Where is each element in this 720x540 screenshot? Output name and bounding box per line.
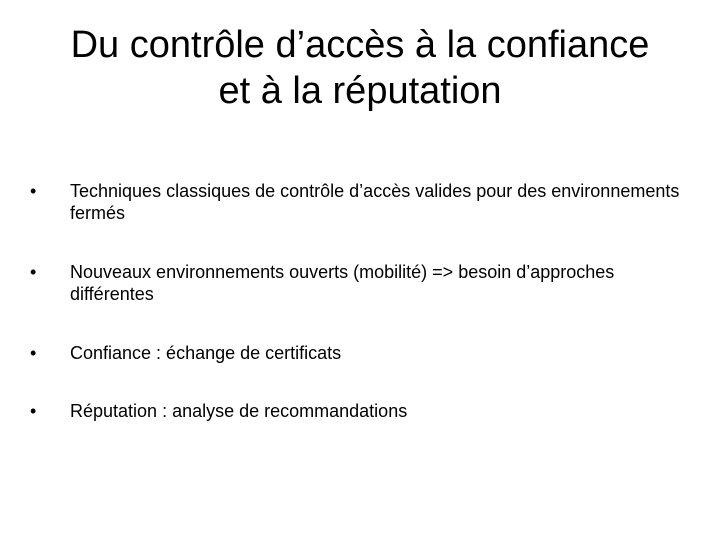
bullet-item xyxy=(30,180,700,224)
bullet-text: Nouveaux environnements ouverts (mobilité) => besoin d’approches différentes xyxy=(70,262,615,304)
bullet-text: Techniques classiques de contrôle d’accès valides pour des environnements fermés xyxy=(70,181,680,223)
bullet-list xyxy=(30,180,700,422)
bullet-text: Réputation : analyse de recommandations xyxy=(70,401,408,421)
bullet-item xyxy=(30,400,700,422)
bullet-marker: • xyxy=(30,401,37,421)
bullet-marker: • xyxy=(30,181,37,201)
slide-title-line-2: et à la réputation xyxy=(218,70,502,112)
slide-title-line-1: Du contrôle d’accès à la confiance xyxy=(70,24,650,66)
bullet-text: Confiance : échange de certificats xyxy=(70,343,342,363)
slide-title xyxy=(0,22,720,114)
bullet-marker: • xyxy=(30,343,37,363)
bullet-marker: • xyxy=(30,262,37,282)
bullet-item xyxy=(30,261,700,305)
bullet-item xyxy=(30,342,700,364)
